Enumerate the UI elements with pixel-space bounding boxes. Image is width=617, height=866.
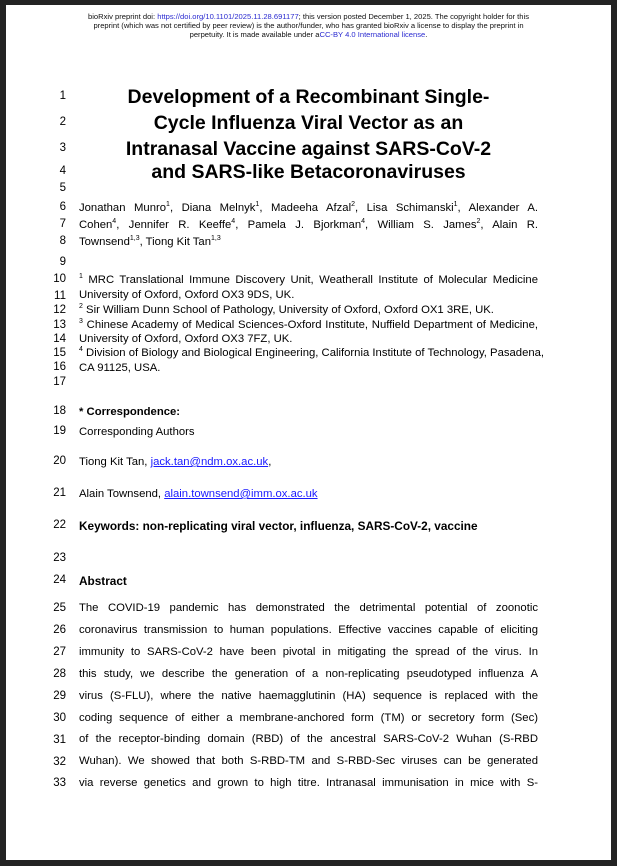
line-number: 9 [59, 256, 66, 268]
preprint-header-line-1 [6, 12, 611, 21]
line-number: 2 [59, 116, 66, 128]
abstract-line: The COVID-19 pandemic has demonstrated the detrimental potential of zoonotic [79, 602, 538, 614]
abstract-line: coronavirus transmission to human populations. Effective vaccines capable of eliciting [79, 623, 538, 636]
preprint-header-line-2: preprint (which was not certified by peer review) is the author/funder, who has granted bioRxiv a license to display the preprint in [93, 21, 524, 30]
affiliation-1: $^1$ MRC Translational Immune Discovery Unit, Weatherall Institute of Molecular Medicine [79, 273, 538, 286]
line-number: 16 [53, 361, 66, 373]
abstract-line: coding sequence of either a membrane-anchored form (TM) or secretory form (Sec) [79, 711, 538, 724]
line-number: 28 [53, 668, 66, 680]
keywords: Keywords: non-replicating viral vector, influenza, SARS-CoV-2, vaccine [79, 519, 478, 533]
line-number: 21 [53, 487, 66, 499]
affiliation-1-cont: University of Oxford, Oxford OX3 9DS, UK. [79, 289, 295, 301]
email-link[interactable]: jack.tan@ndm.ox.ac.uk [150, 456, 269, 468]
line-number: 30 [53, 712, 66, 724]
abstract-line: via reverse genetics and grown to high titre. Intranasal immunisation in mice with S- [79, 777, 538, 790]
abstract-line: of the receptor-binding domain (RBD) of the ancestral SARS-CoV-2 Wuhan (S-RBD [79, 733, 538, 746]
header-text: bioRxiv preprint doi: [87, 12, 158, 21]
line-number: 15 [53, 347, 66, 359]
abstract-line: this study, we describe the generation of a non-replicating pseudotyped influenza A [79, 667, 538, 680]
line-number: 29 [53, 690, 66, 702]
pdf-page [6, 5, 611, 860]
line-number: 19 [53, 425, 66, 437]
title-line: Cycle Influenza Viral Vector as an [153, 112, 464, 134]
line-number: 22 [53, 519, 66, 531]
line-number: 12 [53, 304, 66, 316]
line-number: 3 [59, 142, 66, 154]
line-number: 11 [54, 290, 66, 302]
abstract-line: Wuhan). We showed that both S-RBD-TM and S-RBD-Sec viruses can be generated [79, 755, 538, 768]
line-number: 32 [53, 756, 66, 768]
affiliation-3: $^3$ Chinese Academy of Medical Sciences-Oxford Institute, Nuffield Department of Medicine, [79, 318, 538, 331]
affiliation-2: $^2$ Sir William Dunn School of Pathology, University of Oxford, Oxford OX1 3RE, UK. [79, 303, 494, 316]
authors-line: Townsend$^{1,3}$, Tiong Kit Tan$^{1,3}$ [79, 235, 221, 248]
line-number: 10 [53, 273, 66, 285]
line-number: 13 [53, 319, 66, 331]
authors-line: Cohen$^4$, Jennifer R. Keeffe$^4$, Pamela J. Bjorkman$^4$, William S. James$^2$, Alain R. [79, 218, 538, 231]
line-number: 4 [59, 165, 66, 177]
line-number: 26 [53, 624, 66, 636]
line-number: 7 [59, 218, 66, 230]
line-number: 31 [53, 734, 66, 746]
line-number: 33 [53, 777, 66, 789]
preprint-header-line-3 [6, 30, 611, 39]
correspondence-heading: * Correspondence: [79, 406, 181, 418]
line-number: 1 [59, 90, 66, 102]
doi-link[interactable]: https://doi.org/10.1101/2025.11.28.691177 [157, 12, 299, 21]
corresponding-author-2: Alain Townsend, alain.townsend@imm.ox.ac.uk [79, 488, 318, 500]
abstract-line: immunity to SARS-CoV-2 have been pivotal in mitigating the spread of the virus. In [79, 645, 538, 658]
line-number: 27 [53, 646, 66, 658]
title-line: Development of a Recombinant Single- [127, 86, 490, 108]
affiliation-4: $^4$ Division of Biology and Biological Engineering, California Institute of Technology, Pasadena, [79, 346, 545, 359]
line-number: 5 [59, 182, 66, 194]
header-text: ; this version posted December 1, 2025. The copyright holder for this [298, 12, 529, 21]
line-number: 14 [53, 333, 66, 345]
line-number: 8 [59, 235, 66, 247]
license-link[interactable]: CC-BY 4.0 International license [319, 30, 426, 39]
abstract-line: virus (S-FLU), where the native haemagglutinin (HA) sequence is replaced with the [79, 689, 538, 702]
line-number: 24 [53, 574, 66, 586]
line-number: 20 [53, 455, 66, 467]
line-number: 25 [53, 602, 66, 614]
header-text: . [425, 30, 428, 39]
affiliation-4-cont: CA 91125, USA. [79, 362, 161, 374]
correspondence-subheading: Corresponding Authors [79, 426, 195, 438]
title-line: Intranasal Vaccine against SARS-CoV-2 [125, 138, 492, 160]
line-number: 23 [53, 552, 66, 564]
title-line: and SARS-like Betacoronaviruses [151, 161, 466, 183]
line-number: 18 [53, 405, 66, 417]
affiliation-3-cont: University of Oxford, Oxford OX3 7FZ, UK. [79, 333, 293, 345]
line-number: 17 [53, 376, 66, 388]
header-text: perpetuity. It is made available under a [189, 30, 320, 39]
abstract-heading: Abstract [79, 574, 127, 588]
corresponding-author-1: Tiong Kit Tan, jack.tan@ndm.ox.ac.uk, [79, 456, 272, 468]
email-link[interactable]: alain.townsend@imm.ox.ac.uk [164, 488, 318, 500]
line-number: 6 [59, 201, 66, 213]
authors-line: Jonathan Munro$^1$, Diana Melnyk$^1$, Madeeha Afzal$^2$, Lisa Schimanski$^1$, Alexander A. [79, 201, 539, 214]
